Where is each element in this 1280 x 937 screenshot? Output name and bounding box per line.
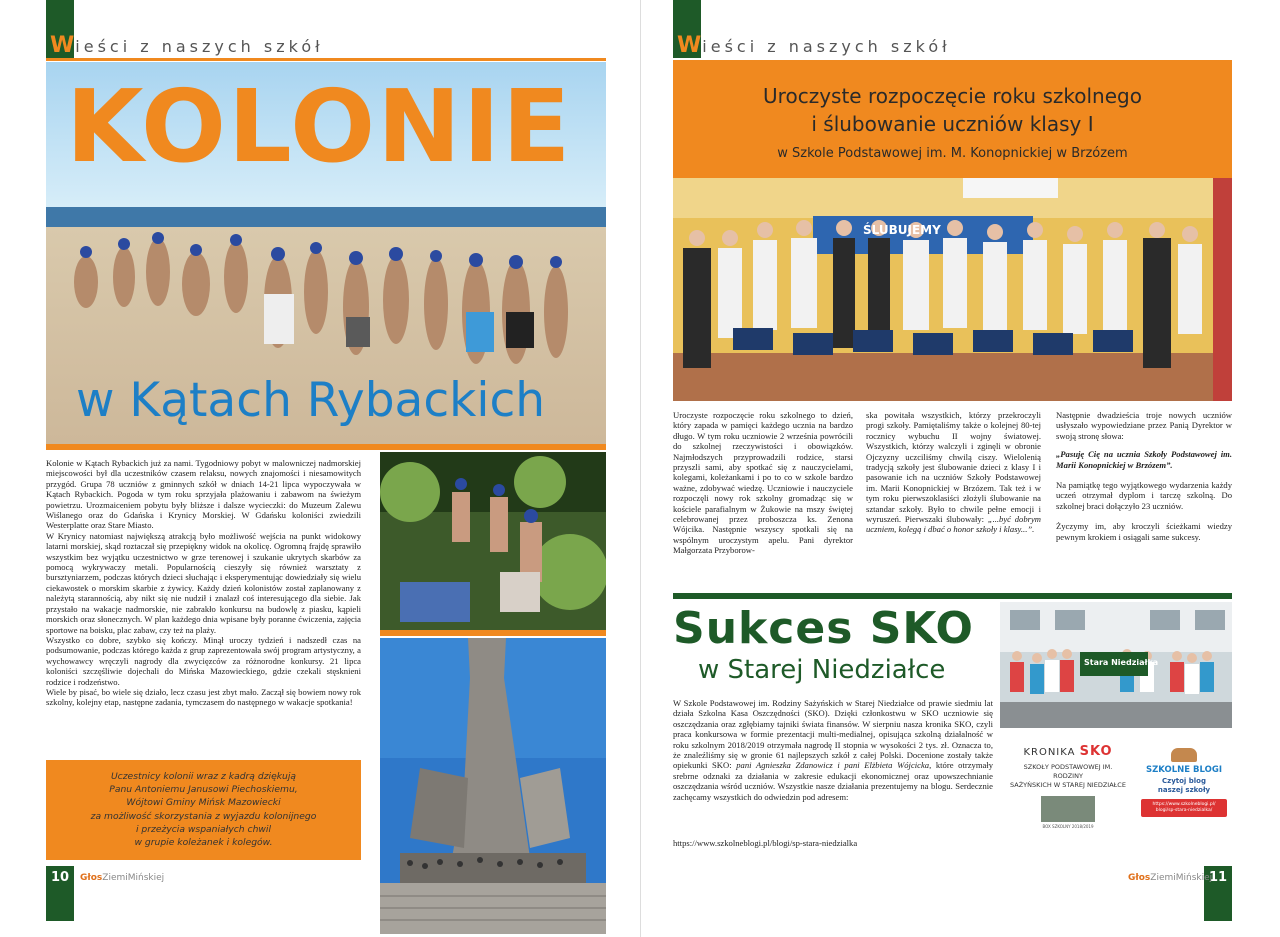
blogi-bird-icon <box>1171 748 1197 762</box>
right-footer-brand: GłosZiemiMińskiej <box>1128 873 1213 883</box>
thanks-box: Uczestnicy kolonii wraz z kadrą dziękują Panu Antoniemu Janusowi Piechoskiemu, Wójtowi Gminy Mińsk Mazowiecki za możliwość skorzystania z wyjazdu kolonijnego i przeżycia wspaniałych chwil w grupie koleżanek i kolegów. <box>46 760 361 860</box>
left-page-number: 10 <box>50 870 70 885</box>
kolonie-subtitle: w Kątach Rybackich <box>76 373 546 428</box>
ceremony-banner <box>673 60 1232 178</box>
banner-title-line1: Uroczyste rozpoczęcie roku szkolnego <box>763 84 1142 108</box>
sko-group-photo <box>1000 602 1232 728</box>
group-ceremony-photo <box>673 178 1232 401</box>
kronika-sko-logo: KRONIKA SKO SZKOŁY PODSTAWOWEJ IM. RODZINY SAŻYŃSKICH W STAREJ NIEDZIAŁCE BOX SZKOLNY 2018/2019 <box>1010 744 1126 829</box>
sko-photo-sign: Stara Niedziałka <box>1084 658 1159 667</box>
sko-blog-url[interactable]: https://www.szkolneblogi.pl/blogi/sp-stara-niedzialka <box>673 838 858 848</box>
kolonie-article-body: Kolonie w Kątach Rybackich już za nami. Tygodniowy pobyt w malowniczej nadmorskiej miejscowości był dla uczestników czasem relaksu, nowych znajomości i niesamowitych przygód. Grupa 78 uczniów z gminnych szkół w dniach 14-21 lipca wypoczywała w Kątach Rybackich. Pogoda w tym roku sprzyjała plażowaniu i zabawom na świeżym powietrzu. Urozmaiceniem pobytu były bliższe i dalsze wycieczki: do Muzeum Zalewu Wiślanego oraz do Gdańska i Krynicy Morskiej. W Gdańsku koloniści zwiedzili Westerplatte oraz Stare Miasto. W Krynicy natomiast największą atrakcją było możliwość wejścia na punkt widokowy latarni morskiej, skąd roztaczał się przepiękny widok na okolicę. Ogromną frajdę sprawiło wszystkim bez wyjątku uczestnictwo w grze terenowej i szukanie ukrytych skarbów za pomocą wykrywaczy metali. Popularnością cieszyły się również warsztaty z bursztyniarzem, podczas których dzieci słuchając i eksperymentując dowiedziały się wielu ciekawostek o morskim skarbie z żywicy. Każdy dzień kolonistów został zaplanowany z należytą starannością, aby nikt się nie nudził i znalazł coś interesującego dla siebie. Jak przystało na wakacje nadmorskie, nie zabrakło konkursu na budowlę z piasku, kąpieli morskich oraz słonecznych. W plan każdego dnia wpisane były poranne ćwiczenia, zajęcia sportowe na boisku, plac zabaw, czy też na plaży. Wszystko co dobre, szybko się kończy. Minął uroczy tydzień i nadszedł czas na podsumowanie, podczas którego każda z grup zaprezentowała swój program artystyczny, a wychowawcy wręczyli nagrody dla zwycięzców za różnorodne konkursy. 21 lipca koloniści szczęśliwie dojechali do Mińska Mazowieckiego, gdzie czekali stęsknieni rodzice i rodzeństwo. Wiele by pisać, bo wiele się działo, lecz czasu jest zbyt mało. Zaczął się bowiem nowy rok szkolny, kolejny etap, następne zadania, tymczasem do następnego w wakacje spotkania! <box>46 458 361 708</box>
ceremony-column-3: Następnie dwadzieścia troje nowych uczniów usłyszało wypowiedziane przez Panią Dyrektor w swoją stronę słowa: „Pasuję Cię na ucznia Szkoły Podstawowej im. Marii Konopnickiej w Brzózem”. Na pamiątkę tego wyjątkowego wydarzenia każdy uczeń otrzymał dyplom i tarczę szkolną. Do szkolnej braci dołączyło 23 uczniów. Życzymy im, aby kroczyli ścieżkami wiedzy pewnym krokiem i osiągali same sukcesy. <box>1056 410 1232 542</box>
right-page-number: 11 <box>1208 870 1228 885</box>
sko-top-rule <box>673 593 1232 599</box>
spread-divider <box>640 0 641 937</box>
ceremony-column-1: Uroczyste rozpoczęcie roku szkolnego to dzień, który zapada w pamięci każdego ucznia na bardzo długo. W tym roku uczniowie 2 września powrócili do szkolnej rzeczywistości i obowiązków. Najmłodszych przyprowadzili rodzice, starsi przyszli sami, aby spotkać się z nauczycielami, kolegami, koleżankami i po to co w szkole bardzo ważne, zdobywać wiedzę. Uczniowie i nauczyciele rozpoczęli nowy rok szkolny gromadząc się w kościele parafialnym w Żukowie na mszy świętej celebrowanej przez proboszcza ks. Zenona Wójcika. Następnie wszyscy spotkali się na wspólnym uroczystym apelu. Pani dyrektor Małgorzata Przyborow- <box>673 410 853 556</box>
left-section-header: Wieści z naszych szkół <box>50 33 324 58</box>
westerplatte-monument-photo <box>380 638 606 934</box>
kolonie-title: KOLONIE <box>66 68 573 185</box>
ceremony-column-2: ska powitała wszystkich, którzy przekroczyli progi szkoły. Pamiętaliśmy także o kolejnej 80-tej rocznicy wybuchu II wojny światowej. Wszystkich, którzy walczyli i zginęli w obronie Ojczyzny uczciliśmy chwilą ciszy. Wielolenią tradycją szkoły jest ślubowanie dzieci z klasy I i pasowanie ich na uczniów Szkoły Podstawowej im. Marii Konopnickiej w Brzózem. Tak też i w tym roku pierwszoklasiści złożyli ślubowanie na sztandar szkoły. Było to chwile pełne emocji i wyruszeń. Pierwszaki ślubowały: „...być dobrym uczniem, kolegą i dbać o honor szkoły i klasy...”. <box>866 410 1041 535</box>
sko-article-body: W Szkole Podstawowej im. Rodziny Sażyńskich w Starej Niedziałce od prawie siedmiu lat działa Szkolna Kasa Oszczędności (SKO). Dzięki członkostwu w SKO uczniowie się oszczędzania oraz zgłębiamy tajniki świata finansów. W sierpniu nasza kronika SKO, czyli praca konkursowa w formie prezentacji multi-medialnej, opisująca szkolną działalność w roku szkolnym 2018/2019 otrzymała nagrodę II stopnia w wysokości 2 tys. zł. Oznacza to, że znaleźliśmy się w gronie 61 najlepszych szkół z całej Polski. Docenione zostały także opiekunki SKO: pani Agnieszka Zdanowicz i pani Elżbieta Wójcicka, które otrzymały srebrne odznaki za działania w zakresie edukacji ekonomicznej oraz upowszechnianie oszczędzania wśród uczniów. Wszystkie nasze działania prezentujemy na blogu. Serdecznie zachęcamy wszystkich do odwiedzin pod adresem: <box>673 698 993 802</box>
banner-title-line2: i ślubowanie uczniów klasy I <box>811 112 1094 136</box>
banner-subtitle: w Szkole Podstawowej im. M. Konopnickiej w Brzózem <box>777 146 1128 161</box>
szkolne-blogi-logo[interactable]: SZKOLNE BLOGI Czytoj blog naszej szkoły https://www.szkolneblogi.pl/ blogi/sp-stara-niedzialka/ <box>1138 748 1230 840</box>
left-header-rule <box>46 58 606 61</box>
right-section-header: Wieści z naszych szkół <box>677 33 951 58</box>
sko-subtitle: w Starej Niedziałce <box>698 655 946 685</box>
kronika-book-icon <box>1041 796 1095 822</box>
sko-title: Sukces SKO <box>673 603 974 654</box>
left-hero-rule <box>46 444 606 450</box>
photo-banner-sign: ŚLUBUJEMY <box>863 223 941 237</box>
forest-photo-rule <box>380 630 606 636</box>
blogi-url-badge[interactable]: https://www.szkolneblogi.pl/ blogi/sp-stara-niedzialka/ <box>1141 799 1227 817</box>
forest-photo <box>380 452 606 630</box>
left-footer-brand: GłosZiemiMińskiej <box>80 873 165 883</box>
